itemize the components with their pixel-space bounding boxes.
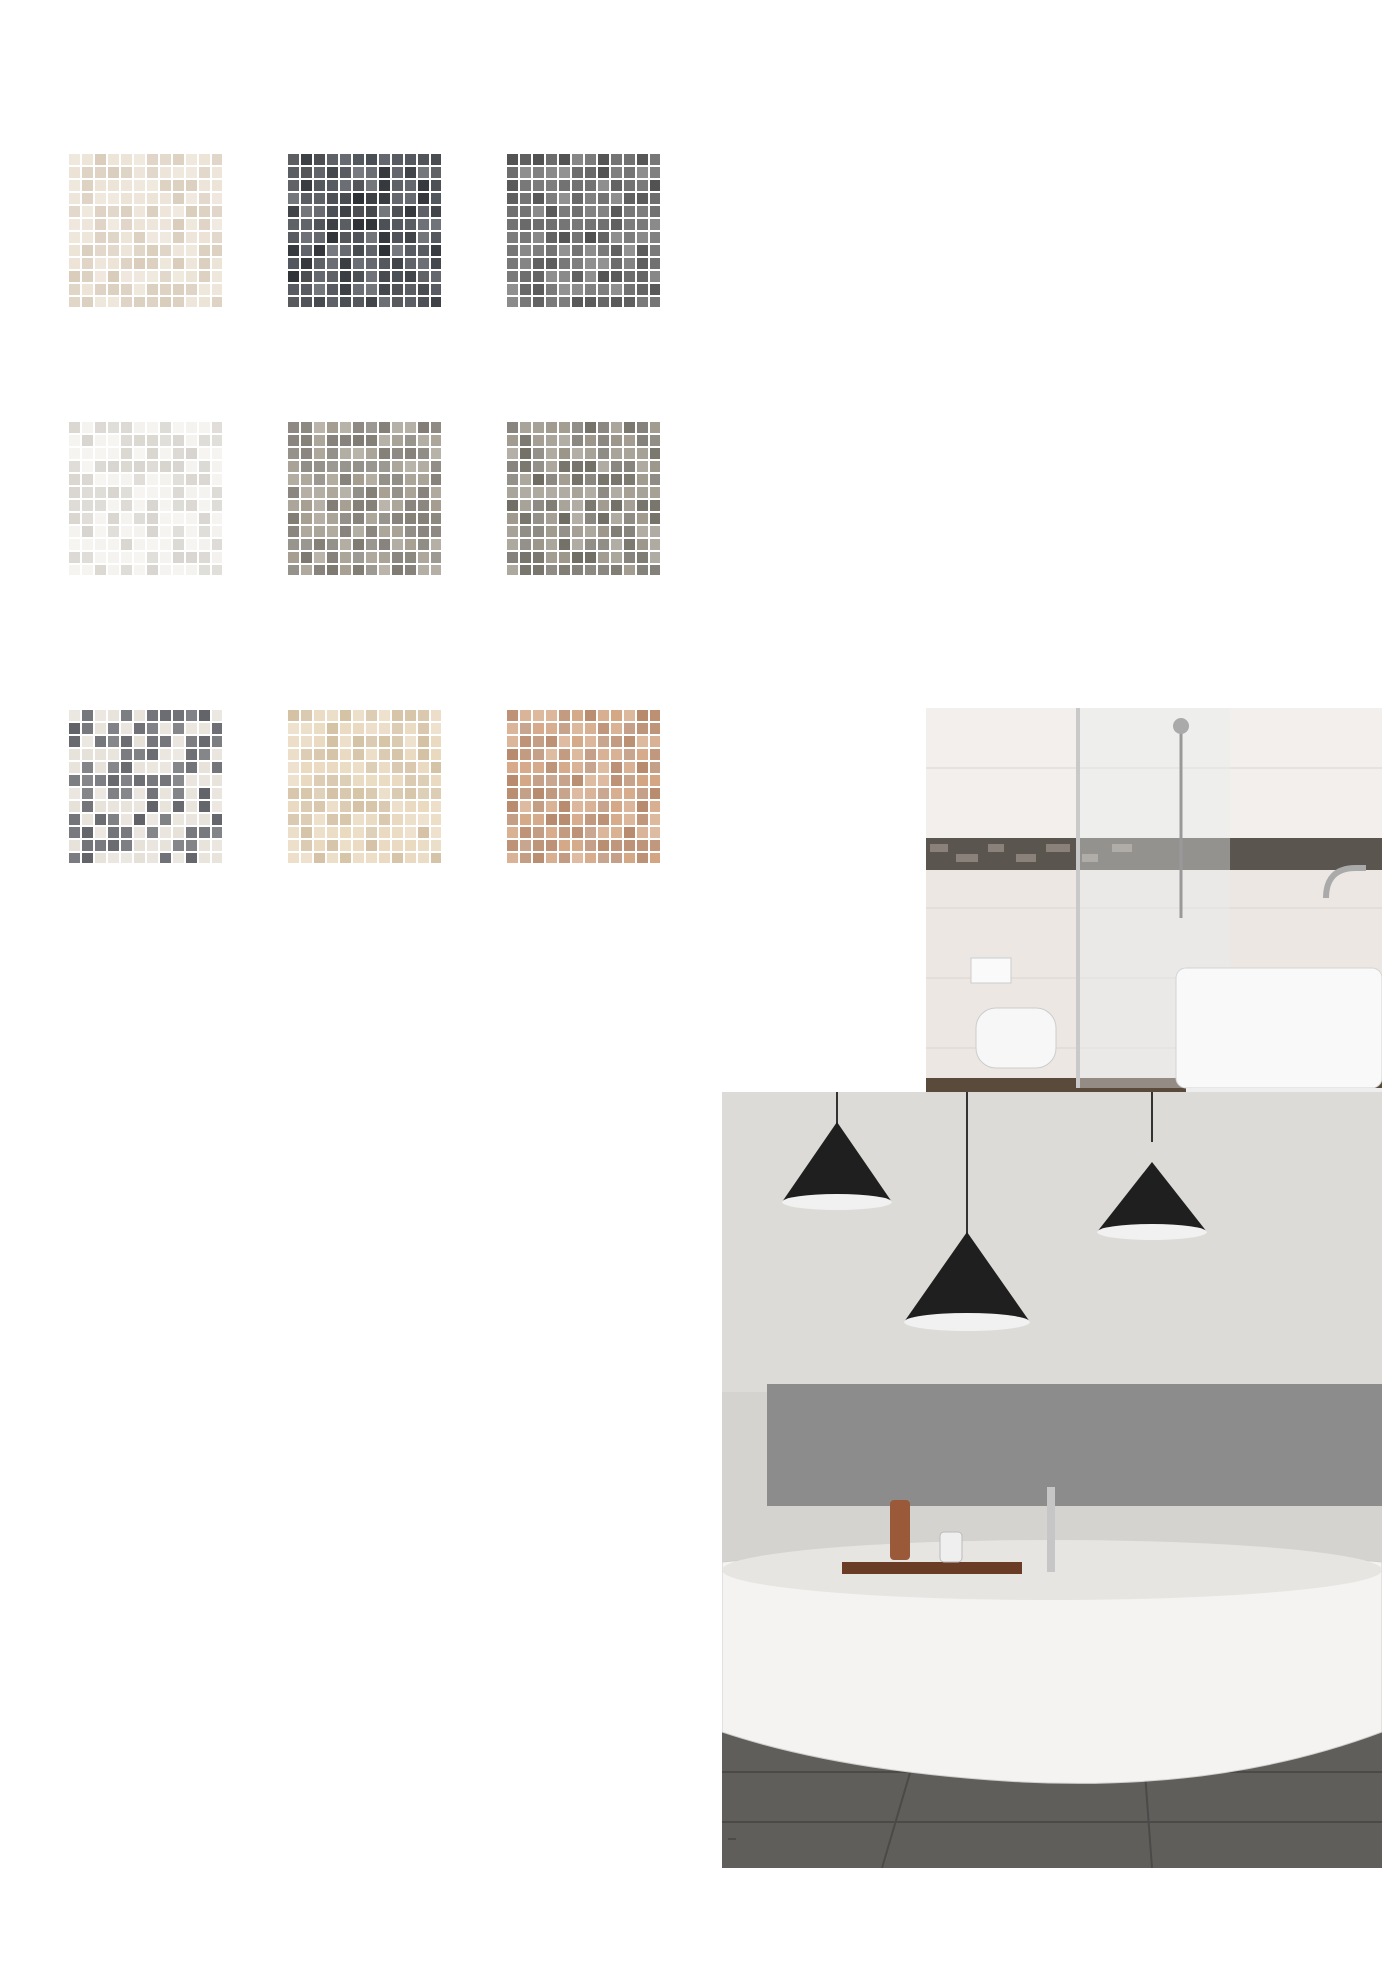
bathroom-photo-shower [926, 708, 1382, 1156]
product-tile-image [67, 420, 222, 575]
photo-caption [728, 1838, 736, 1840]
product-tile-image [286, 152, 441, 307]
product-tile-image [67, 708, 222, 863]
product-tile-image [505, 420, 660, 575]
product-tile-image [67, 152, 222, 307]
product-tile-image [286, 420, 441, 575]
product-tile-image [505, 152, 660, 307]
product-tile-image [286, 708, 441, 863]
product-tile-image [505, 708, 660, 863]
bathroom-photo-bathtub [722, 1092, 1382, 1868]
